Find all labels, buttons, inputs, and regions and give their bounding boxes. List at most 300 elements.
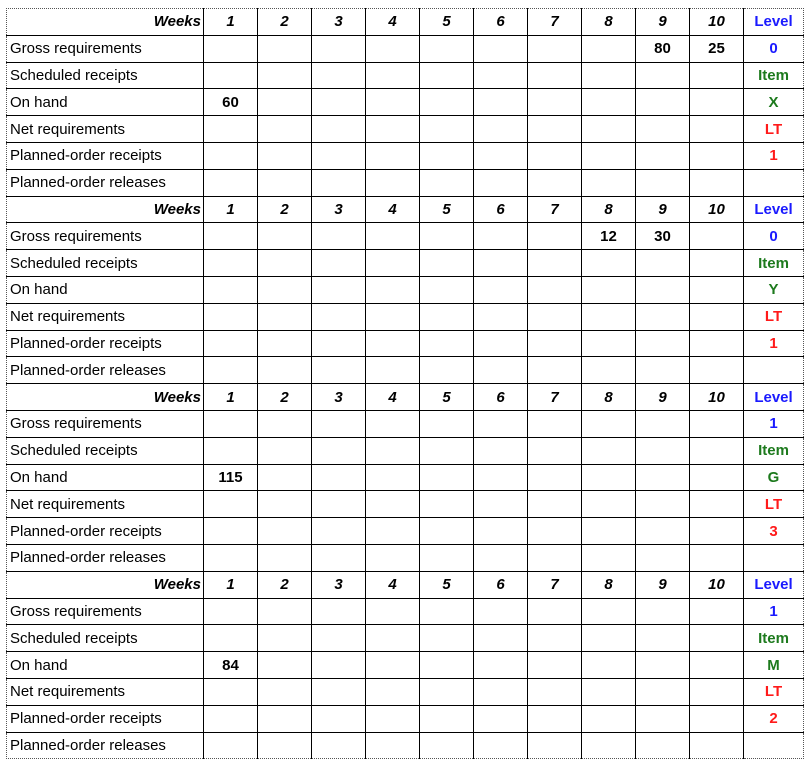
row-label: Planned-order releases bbox=[7, 169, 204, 196]
week-cell[interactable] bbox=[366, 303, 420, 330]
week-cell[interactable] bbox=[528, 276, 582, 303]
week-cell[interactable] bbox=[474, 330, 528, 357]
week-cell[interactable] bbox=[690, 678, 744, 705]
week-cell[interactable] bbox=[690, 223, 744, 250]
week-cell[interactable] bbox=[582, 652, 636, 679]
level-value: 0 bbox=[744, 35, 804, 62]
week-cell[interactable] bbox=[366, 437, 420, 464]
week-number: 9 bbox=[636, 196, 690, 223]
week-cell[interactable] bbox=[528, 518, 582, 545]
level-header: Level bbox=[744, 196, 804, 223]
week-cell[interactable] bbox=[420, 732, 474, 759]
week-cell[interactable] bbox=[474, 491, 528, 518]
week-cell[interactable] bbox=[258, 169, 312, 196]
week-cell[interactable] bbox=[258, 357, 312, 384]
week-cell[interactable] bbox=[312, 116, 366, 143]
week-cell[interactable] bbox=[474, 464, 528, 491]
week-cell[interactable] bbox=[528, 250, 582, 277]
week-cell[interactable] bbox=[582, 437, 636, 464]
week-cell[interactable] bbox=[312, 142, 366, 169]
week-cell[interactable] bbox=[690, 357, 744, 384]
item-value: Y bbox=[744, 276, 804, 303]
week-number: 8 bbox=[582, 571, 636, 598]
item-value: X bbox=[744, 89, 804, 116]
week-cell[interactable] bbox=[582, 276, 636, 303]
table-row bbox=[7, 116, 804, 143]
week-cell[interactable] bbox=[528, 652, 582, 679]
table-row bbox=[7, 35, 804, 62]
week-cell[interactable] bbox=[474, 544, 528, 571]
week-cell[interactable] bbox=[582, 357, 636, 384]
week-cell[interactable] bbox=[312, 518, 366, 545]
week-number: 7 bbox=[528, 196, 582, 223]
item-label: Item bbox=[744, 250, 804, 277]
week-cell[interactable] bbox=[636, 491, 690, 518]
week-cell[interactable] bbox=[690, 437, 744, 464]
row-label: Planned-order receipts bbox=[7, 518, 204, 545]
week-cell[interactable] bbox=[312, 625, 366, 652]
week-cell[interactable] bbox=[636, 437, 690, 464]
week-cell[interactable] bbox=[204, 491, 258, 518]
lt-value: 3 bbox=[744, 518, 804, 545]
table-row bbox=[7, 250, 804, 277]
row-label: Scheduled receipts bbox=[7, 250, 204, 277]
week-cell[interactable] bbox=[474, 410, 528, 437]
week-cell[interactable]: 12 bbox=[582, 223, 636, 250]
week-cell[interactable] bbox=[582, 491, 636, 518]
week-cell[interactable] bbox=[258, 652, 312, 679]
week-number: 6 bbox=[474, 9, 528, 36]
week-cell[interactable] bbox=[420, 357, 474, 384]
week-cell[interactable] bbox=[636, 732, 690, 759]
week-cell[interactable] bbox=[528, 330, 582, 357]
week-cell[interactable] bbox=[474, 250, 528, 277]
empty-cell bbox=[744, 732, 804, 759]
week-cell[interactable] bbox=[312, 223, 366, 250]
table-row bbox=[7, 410, 804, 437]
week-cell[interactable] bbox=[258, 464, 312, 491]
week-cell[interactable] bbox=[258, 410, 312, 437]
week-cell[interactable] bbox=[582, 705, 636, 732]
week-cell[interactable] bbox=[582, 169, 636, 196]
week-cell[interactable] bbox=[258, 544, 312, 571]
week-number: 5 bbox=[420, 384, 474, 411]
week-cell[interactable] bbox=[312, 652, 366, 679]
week-cell[interactable] bbox=[582, 62, 636, 89]
table-row bbox=[7, 652, 804, 679]
item-value: G bbox=[744, 464, 804, 491]
week-cell[interactable] bbox=[582, 35, 636, 62]
week-number: 6 bbox=[474, 571, 528, 598]
week-cell[interactable] bbox=[528, 625, 582, 652]
week-cell[interactable] bbox=[528, 89, 582, 116]
row-label: Planned-order receipts bbox=[7, 142, 204, 169]
week-cell[interactable] bbox=[420, 62, 474, 89]
week-cell[interactable] bbox=[312, 410, 366, 437]
week-cell[interactable] bbox=[474, 357, 528, 384]
week-number: 2 bbox=[258, 9, 312, 36]
week-cell[interactable] bbox=[312, 35, 366, 62]
week-cell[interactable] bbox=[690, 330, 744, 357]
week-cell[interactable] bbox=[474, 705, 528, 732]
week-cell[interactable] bbox=[636, 464, 690, 491]
week-cell[interactable] bbox=[420, 142, 474, 169]
week-cell[interactable] bbox=[366, 544, 420, 571]
weeks-label: Weeks bbox=[7, 196, 204, 223]
week-cell[interactable] bbox=[690, 62, 744, 89]
week-cell[interactable] bbox=[474, 35, 528, 62]
week-cell[interactable] bbox=[420, 625, 474, 652]
week-cell[interactable] bbox=[204, 62, 258, 89]
week-cell[interactable] bbox=[204, 598, 258, 625]
week-cell[interactable] bbox=[312, 357, 366, 384]
week-cell[interactable] bbox=[258, 62, 312, 89]
week-cell[interactable] bbox=[690, 652, 744, 679]
week-cell[interactable] bbox=[582, 89, 636, 116]
week-cell[interactable] bbox=[636, 544, 690, 571]
week-cell[interactable] bbox=[366, 518, 420, 545]
week-cell[interactable] bbox=[366, 116, 420, 143]
week-cell[interactable] bbox=[258, 250, 312, 277]
week-cell[interactable] bbox=[582, 544, 636, 571]
week-cell[interactable] bbox=[366, 142, 420, 169]
week-cell[interactable] bbox=[204, 518, 258, 545]
week-cell[interactable] bbox=[528, 116, 582, 143]
week-cell[interactable] bbox=[636, 518, 690, 545]
week-cell[interactable] bbox=[258, 518, 312, 545]
lt-value: 1 bbox=[744, 142, 804, 169]
week-cell[interactable] bbox=[474, 678, 528, 705]
table-row bbox=[7, 491, 804, 518]
weeks-header-row bbox=[7, 571, 804, 598]
week-cell[interactable] bbox=[528, 598, 582, 625]
week-cell[interactable] bbox=[690, 169, 744, 196]
week-cell[interactable] bbox=[312, 437, 366, 464]
week-cell[interactable] bbox=[258, 732, 312, 759]
week-cell[interactable] bbox=[690, 544, 744, 571]
week-cell[interactable] bbox=[258, 35, 312, 62]
week-cell[interactable] bbox=[258, 625, 312, 652]
week-cell[interactable] bbox=[474, 116, 528, 143]
week-cell[interactable] bbox=[528, 223, 582, 250]
week-cell[interactable] bbox=[204, 276, 258, 303]
week-cell[interactable] bbox=[474, 625, 528, 652]
week-cell[interactable] bbox=[204, 357, 258, 384]
week-cell[interactable] bbox=[420, 598, 474, 625]
week-cell[interactable] bbox=[690, 410, 744, 437]
week-cell[interactable] bbox=[204, 223, 258, 250]
week-number: 7 bbox=[528, 384, 582, 411]
week-cell[interactable] bbox=[366, 62, 420, 89]
week-cell[interactable] bbox=[420, 303, 474, 330]
week-cell[interactable] bbox=[690, 464, 744, 491]
week-cell[interactable] bbox=[366, 652, 420, 679]
week-cell[interactable] bbox=[312, 464, 366, 491]
week-cell[interactable] bbox=[258, 705, 312, 732]
week-cell[interactable] bbox=[528, 437, 582, 464]
week-cell[interactable] bbox=[366, 491, 420, 518]
week-cell[interactable] bbox=[312, 169, 366, 196]
week-cell[interactable] bbox=[420, 169, 474, 196]
week-cell[interactable] bbox=[474, 62, 528, 89]
week-cell[interactable] bbox=[690, 276, 744, 303]
week-cell[interactable] bbox=[420, 705, 474, 732]
week-number: 3 bbox=[312, 384, 366, 411]
week-cell[interactable] bbox=[690, 142, 744, 169]
week-cell[interactable] bbox=[258, 142, 312, 169]
week-cell[interactable] bbox=[204, 732, 258, 759]
week-cell[interactable] bbox=[636, 357, 690, 384]
week-cell[interactable]: 115 bbox=[204, 464, 258, 491]
week-cell[interactable] bbox=[366, 464, 420, 491]
week-cell[interactable] bbox=[636, 303, 690, 330]
week-cell[interactable] bbox=[312, 250, 366, 277]
row-label: Gross requirements bbox=[7, 223, 204, 250]
week-cell[interactable] bbox=[204, 35, 258, 62]
row-label: Scheduled receipts bbox=[7, 625, 204, 652]
week-cell[interactable] bbox=[636, 250, 690, 277]
week-cell[interactable] bbox=[582, 303, 636, 330]
week-cell[interactable]: 25 bbox=[690, 35, 744, 62]
week-cell[interactable] bbox=[690, 89, 744, 116]
week-cell[interactable] bbox=[258, 678, 312, 705]
week-cell[interactable] bbox=[690, 732, 744, 759]
week-cell[interactable] bbox=[258, 330, 312, 357]
week-cell[interactable] bbox=[636, 62, 690, 89]
week-cell[interactable] bbox=[582, 678, 636, 705]
empty-cell bbox=[744, 544, 804, 571]
week-cell[interactable] bbox=[204, 250, 258, 277]
week-cell[interactable] bbox=[204, 678, 258, 705]
week-number: 8 bbox=[582, 384, 636, 411]
week-cell[interactable] bbox=[636, 276, 690, 303]
week-cell[interactable] bbox=[528, 357, 582, 384]
week-cell[interactable] bbox=[366, 169, 420, 196]
week-cell[interactable] bbox=[420, 410, 474, 437]
week-cell[interactable] bbox=[690, 598, 744, 625]
week-cell[interactable] bbox=[312, 62, 366, 89]
week-cell[interactable] bbox=[528, 142, 582, 169]
week-cell[interactable] bbox=[528, 464, 582, 491]
week-cell[interactable] bbox=[366, 625, 420, 652]
weeks-label: Weeks bbox=[7, 384, 204, 411]
week-cell[interactable] bbox=[420, 491, 474, 518]
table-row bbox=[7, 437, 804, 464]
week-cell[interactable] bbox=[204, 625, 258, 652]
week-cell[interactable] bbox=[366, 357, 420, 384]
table-row bbox=[7, 518, 804, 545]
week-cell[interactable] bbox=[474, 276, 528, 303]
week-cell[interactable] bbox=[636, 625, 690, 652]
week-cell[interactable] bbox=[420, 276, 474, 303]
table-row bbox=[7, 169, 804, 196]
table-row bbox=[7, 303, 804, 330]
row-label: Net requirements bbox=[7, 303, 204, 330]
week-cell[interactable] bbox=[258, 89, 312, 116]
lt-value: 2 bbox=[744, 705, 804, 732]
week-cell[interactable] bbox=[204, 437, 258, 464]
week-cell[interactable] bbox=[528, 303, 582, 330]
week-cell[interactable] bbox=[636, 598, 690, 625]
week-cell[interactable] bbox=[582, 142, 636, 169]
lt-value: 1 bbox=[744, 330, 804, 357]
week-cell[interactable] bbox=[420, 518, 474, 545]
week-cell[interactable] bbox=[312, 330, 366, 357]
week-cell[interactable] bbox=[312, 89, 366, 116]
week-cell[interactable] bbox=[420, 330, 474, 357]
week-cell[interactable] bbox=[258, 223, 312, 250]
week-cell[interactable] bbox=[420, 35, 474, 62]
week-cell[interactable] bbox=[366, 35, 420, 62]
week-cell[interactable] bbox=[366, 410, 420, 437]
week-number: 9 bbox=[636, 9, 690, 36]
week-cell[interactable] bbox=[474, 437, 528, 464]
week-cell[interactable] bbox=[420, 223, 474, 250]
week-cell[interactable] bbox=[258, 598, 312, 625]
week-cell[interactable] bbox=[312, 491, 366, 518]
week-cell[interactable] bbox=[636, 410, 690, 437]
week-cell[interactable] bbox=[204, 410, 258, 437]
week-cell[interactable] bbox=[528, 491, 582, 518]
week-cell[interactable] bbox=[528, 544, 582, 571]
weeks-label: Weeks bbox=[7, 9, 204, 36]
week-cell[interactable] bbox=[474, 598, 528, 625]
week-cell[interactable] bbox=[474, 518, 528, 545]
week-cell[interactable] bbox=[636, 116, 690, 143]
week-cell[interactable] bbox=[690, 250, 744, 277]
week-cell[interactable] bbox=[690, 518, 744, 545]
week-cell[interactable] bbox=[582, 598, 636, 625]
week-cell[interactable] bbox=[474, 223, 528, 250]
week-cell[interactable] bbox=[312, 732, 366, 759]
week-cell[interactable] bbox=[420, 116, 474, 143]
week-cell[interactable] bbox=[582, 410, 636, 437]
week-cell[interactable] bbox=[636, 652, 690, 679]
week-cell[interactable] bbox=[528, 678, 582, 705]
week-cell[interactable] bbox=[420, 464, 474, 491]
week-cell[interactable] bbox=[582, 250, 636, 277]
week-cell[interactable] bbox=[312, 678, 366, 705]
lt-label: LT bbox=[744, 491, 804, 518]
week-cell[interactable] bbox=[690, 116, 744, 143]
week-cell[interactable] bbox=[420, 89, 474, 116]
item-label: Item bbox=[744, 62, 804, 89]
week-number: 10 bbox=[690, 196, 744, 223]
week-cell[interactable] bbox=[582, 116, 636, 143]
week-cell[interactable] bbox=[636, 330, 690, 357]
week-cell[interactable] bbox=[528, 35, 582, 62]
week-number: 2 bbox=[258, 384, 312, 411]
week-cell[interactable] bbox=[204, 303, 258, 330]
table-row bbox=[7, 357, 804, 384]
week-cell[interactable] bbox=[690, 705, 744, 732]
week-cell[interactable] bbox=[366, 89, 420, 116]
week-number: 1 bbox=[204, 196, 258, 223]
week-cell[interactable] bbox=[258, 276, 312, 303]
week-cell[interactable] bbox=[528, 62, 582, 89]
week-cell[interactable] bbox=[582, 625, 636, 652]
week-cell[interactable] bbox=[528, 705, 582, 732]
week-cell[interactable] bbox=[690, 625, 744, 652]
week-number: 2 bbox=[258, 571, 312, 598]
row-label: Planned-order receipts bbox=[7, 330, 204, 357]
week-cell[interactable] bbox=[474, 142, 528, 169]
week-cell[interactable] bbox=[366, 223, 420, 250]
week-cell[interactable] bbox=[528, 169, 582, 196]
week-cell[interactable] bbox=[366, 250, 420, 277]
week-cell[interactable] bbox=[366, 330, 420, 357]
week-cell[interactable] bbox=[582, 464, 636, 491]
week-cell[interactable] bbox=[582, 518, 636, 545]
week-cell[interactable] bbox=[582, 732, 636, 759]
week-cell[interactable] bbox=[258, 437, 312, 464]
week-cell[interactable] bbox=[420, 437, 474, 464]
week-cell[interactable] bbox=[474, 303, 528, 330]
week-cell[interactable] bbox=[636, 89, 690, 116]
week-cell[interactable] bbox=[312, 705, 366, 732]
row-label: Planned-order releases bbox=[7, 544, 204, 571]
week-cell[interactable]: 80 bbox=[636, 35, 690, 62]
week-cell[interactable] bbox=[474, 732, 528, 759]
week-cell[interactable] bbox=[366, 732, 420, 759]
week-cell[interactable] bbox=[420, 544, 474, 571]
week-cell[interactable] bbox=[312, 276, 366, 303]
week-number: 10 bbox=[690, 571, 744, 598]
week-cell[interactable] bbox=[204, 169, 258, 196]
week-number: 10 bbox=[690, 384, 744, 411]
week-cell[interactable] bbox=[690, 303, 744, 330]
week-cell[interactable] bbox=[258, 303, 312, 330]
week-cell[interactable] bbox=[204, 705, 258, 732]
week-cell[interactable] bbox=[420, 652, 474, 679]
lt-label: LT bbox=[744, 303, 804, 330]
week-cell[interactable] bbox=[258, 491, 312, 518]
table-row bbox=[7, 330, 804, 357]
table-row bbox=[7, 276, 804, 303]
week-cell[interactable]: 30 bbox=[636, 223, 690, 250]
week-cell[interactable] bbox=[366, 678, 420, 705]
week-cell[interactable]: 60 bbox=[204, 89, 258, 116]
week-cell[interactable] bbox=[582, 330, 636, 357]
week-cell[interactable] bbox=[204, 116, 258, 143]
week-cell[interactable] bbox=[366, 705, 420, 732]
week-cell[interactable] bbox=[204, 142, 258, 169]
week-cell[interactable] bbox=[636, 169, 690, 196]
week-cell[interactable] bbox=[474, 652, 528, 679]
row-label: Planned-order releases bbox=[7, 357, 204, 384]
week-cell[interactable]: 84 bbox=[204, 652, 258, 679]
week-number: 9 bbox=[636, 384, 690, 411]
week-cell[interactable] bbox=[474, 169, 528, 196]
week-cell[interactable] bbox=[636, 678, 690, 705]
week-cell[interactable] bbox=[366, 276, 420, 303]
week-cell[interactable] bbox=[690, 491, 744, 518]
week-cell[interactable] bbox=[528, 410, 582, 437]
week-cell[interactable] bbox=[258, 116, 312, 143]
week-cell[interactable] bbox=[528, 732, 582, 759]
week-cell[interactable] bbox=[312, 303, 366, 330]
week-cell[interactable] bbox=[366, 598, 420, 625]
week-cell[interactable] bbox=[204, 544, 258, 571]
week-cell[interactable] bbox=[312, 544, 366, 571]
week-cell[interactable] bbox=[420, 250, 474, 277]
week-cell[interactable] bbox=[420, 678, 474, 705]
week-cell[interactable] bbox=[312, 598, 366, 625]
week-cell[interactable] bbox=[636, 705, 690, 732]
week-cell[interactable] bbox=[474, 89, 528, 116]
week-cell[interactable] bbox=[204, 330, 258, 357]
week-cell[interactable] bbox=[636, 142, 690, 169]
